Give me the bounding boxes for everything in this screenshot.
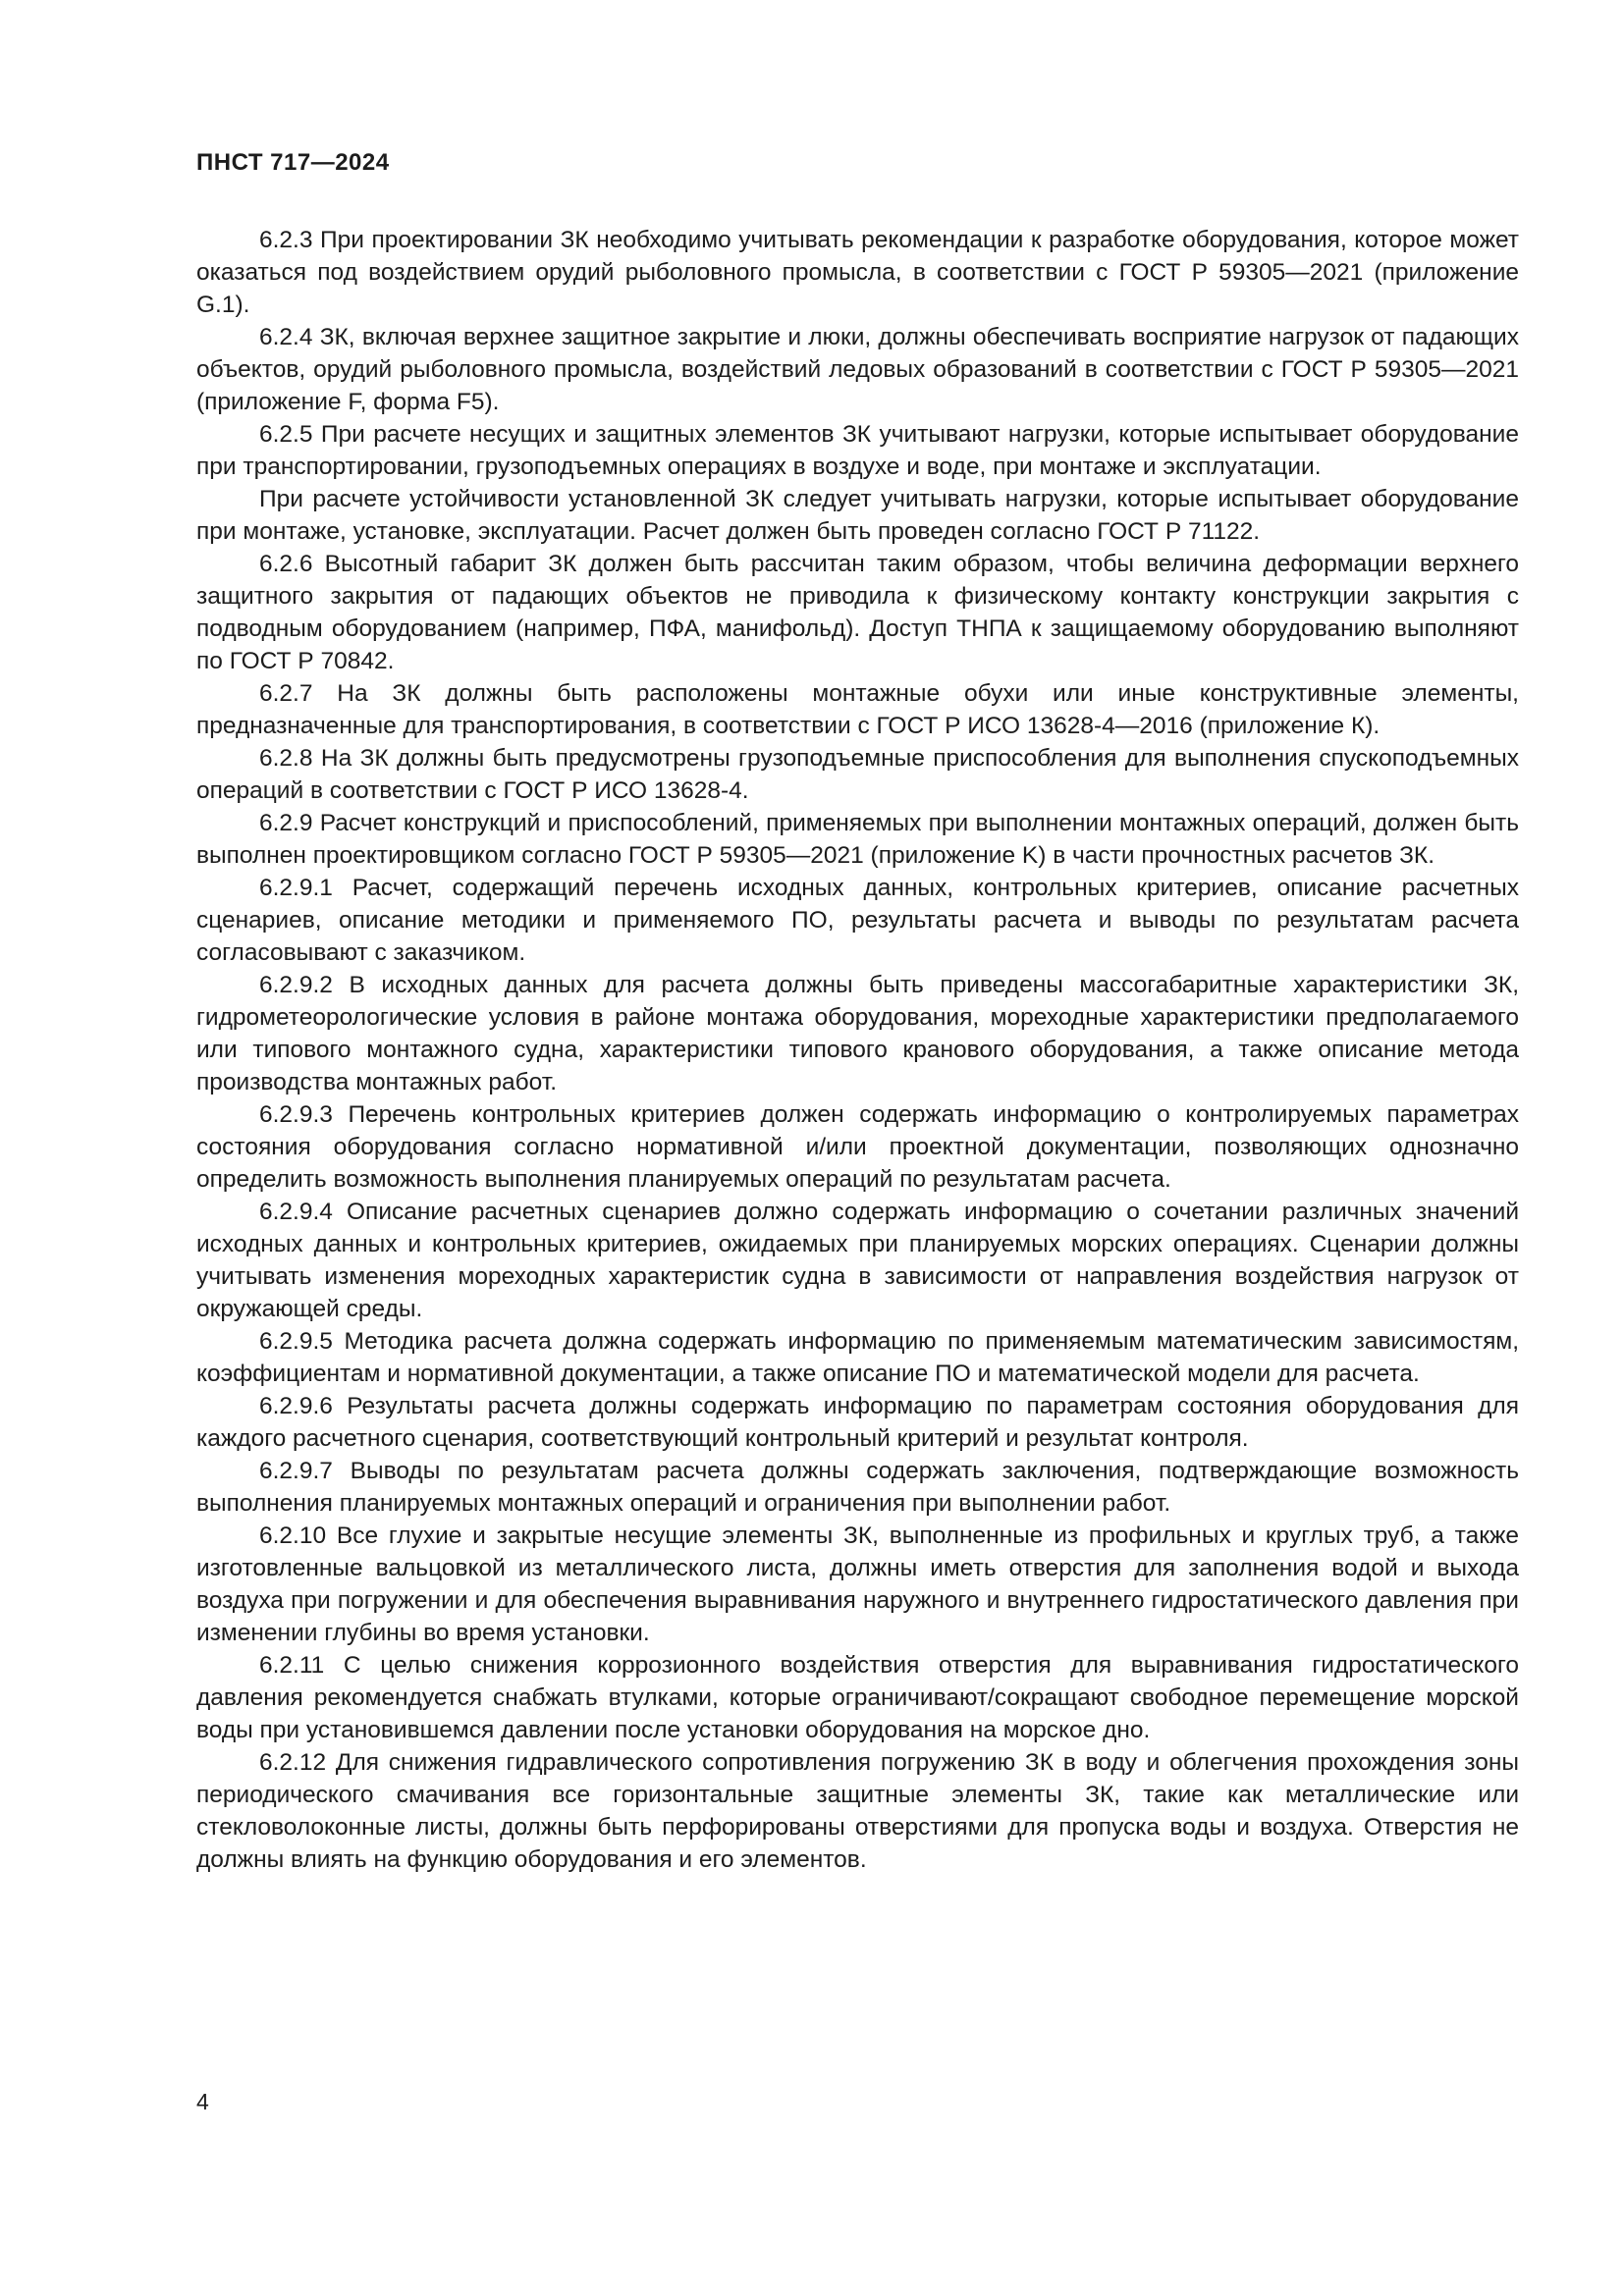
paragraph-6-2-12: 6.2.12 Для снижения гидравлического сопротивления погружению ЗК в воду и облегчения прохождения зоны периодического смачивания все горизонтальные защитные элементы ЗК, такие как металлические или стекловолоконные листы, должны быть перфорированы отверстиями для пропуска воды и воздуха. Отверстия не должны влиять на функцию оборудования и его элементов. xyxy=(196,1749,1519,1873)
paragraph-6-2-6: 6.2.6 Высотный габарит ЗК должен быть рассчитан таким образом, чтобы величина деформации верхнего защитного закрытия от падающих объектов не приводила к физическому контакту конструкции закрытия с подводным оборудованием (например, ПФА, манифольд). Доступ ТНПА к защищаемому оборудованию выполняют по ГОСТ Р 70842. xyxy=(196,551,1519,674)
paragraph-6-2-9-6: 6.2.9.6 Результаты расчета должны содержать информацию по параметрам состояния оборудования для каждого расчетного сценария, соответствующий контрольный критерий и результат контроля. xyxy=(196,1393,1519,1452)
paragraph-6-2-9: 6.2.9 Расчет конструкций и приспособлений, применяемых при выполнении монтажных операций, должен быть выполнен проектировщиком согласно ГОСТ Р 59305—2021 (приложение K) в части прочностных расчетов ЗК. xyxy=(196,810,1519,869)
paragraph-6-2-9-2: 6.2.9.2 В исходных данных для расчета должны быть приведены массогабаритные характеристики ЗК, гидрометеорологические условия в районе монтажа оборудования, мореходные характеристики предполагаемого или типового монтажного судна, характеристики типового кранового оборудования, а также описание метода производства монтажных работ. xyxy=(196,972,1519,1095)
paragraph-6-2-9-1: 6.2.9.1 Расчет, содержащий перечень исходных данных, контрольных критериев, описание расчетных сценариев, описание методики и применяемого ПО, результаты расчета и выводы по результатам расчета согласовывают с заказчиком. xyxy=(196,875,1519,966)
paragraph-6-2-5-stability: При расчете устойчивости установленной ЗК следует учитывать нагрузки, которые испытывает оборудование при монтаже, установке, эксплуатации. Расчет должен быть проведен согласно ГОСТ Р 71122. xyxy=(196,486,1519,545)
document-body xyxy=(196,224,1519,1876)
paragraph-6-2-9-3: 6.2.9.3 Перечень контрольных критериев должен содержать информацию о контролируемых параметрах состояния оборудования согласно нормативной и/или проектной документации, позволяющих однозначно определить возможность выполнения планируемых операций по результатам расчета. xyxy=(196,1101,1519,1193)
paragraph-6-2-9-7: 6.2.9.7 Выводы по результатам расчета должны содержать заключения, подтверждающие возможность выполнения планируемых монтажных операций и ограничения при выполнении работ. xyxy=(196,1458,1519,1517)
paragraph-6-2-11: 6.2.11 С целью снижения коррозионного воздействия отверстия для выравнивания гидростатического давления рекомендуется снабжать втулками, которые ограничивают/сокращают свободное перемещение морской воды при установившемся давлении после установки оборудования на морское дно. xyxy=(196,1652,1519,1743)
paragraph-6-2-5: 6.2.5 При расчете несущих и защитных элементов ЗК учитывают нагрузки, которые испытывает оборудование при транспортировании, грузоподъемных операциях в воздухе и воде, при монтаже и эксплуатации. xyxy=(196,421,1519,480)
document-code-header: ПНСТ 717—2024 xyxy=(196,149,390,176)
paragraph-6-2-9-5: 6.2.9.5 Методика расчета должна содержать информацию по применяемым математическим зависимостям, коэффициентам и нормативной документации, а также описание ПО и математической модели для расчета. xyxy=(196,1328,1519,1387)
page-number: 4 xyxy=(196,2089,209,2114)
paragraph-6-2-9-4: 6.2.9.4 Описание расчетных сценариев должно содержать информацию о сочетании различных значений исходных данных и контрольных критериев, ожидаемых при планируемых морских операциях. Сценарии должны учитывать изменения мореходных характеристик судна в зависимости от направления воздействия нагрузок от окружающей среды. xyxy=(196,1199,1519,1322)
paragraph-6-2-3: 6.2.3 При проектировании ЗК необходимо учитывать рекомендации к разработке оборудования, которое может оказаться под воздействием орудий рыболовного промысла, в соответствии с ГОСТ Р 59305—2021 (приложение G.1). xyxy=(196,227,1519,318)
paragraph-6-2-7: 6.2.7 На ЗК должны быть расположены монтажные обухи или иные конструктивные элементы, предназначенные для транспортирования, в соответствии с ГОСТ Р ИСО 13628-4—2016 (приложение К). xyxy=(196,680,1519,739)
paragraph-6-2-4: 6.2.4 ЗК, включая верхнее защитное закрытие и люки, должны обеспечивать восприятие нагрузок от падающих объектов, орудий рыболовного промысла, воздействий ледовых образований в соответствии с ГОСТ Р 59305—2021 (приложение F, форма F5). xyxy=(196,324,1519,415)
paragraph-6-2-8: 6.2.8 На ЗК должны быть предусмотрены грузоподъемные приспособления для выполнения спускоподъемных операций в соответствии с ГОСТ Р ИСО 13628-4. xyxy=(196,745,1519,804)
paragraph-6-2-10: 6.2.10 Все глухие и закрытые несущие элементы ЗК, выполненные из профильных и круглых труб, а также изготовленные вальцовкой из металлического листа, должны иметь отверстия для заполнения водой и выхода воздуха при погружении и для обеспечения выравнивания наружного и внутреннего гидростатического давления при изменении глубины во время установки. xyxy=(196,1522,1519,1646)
